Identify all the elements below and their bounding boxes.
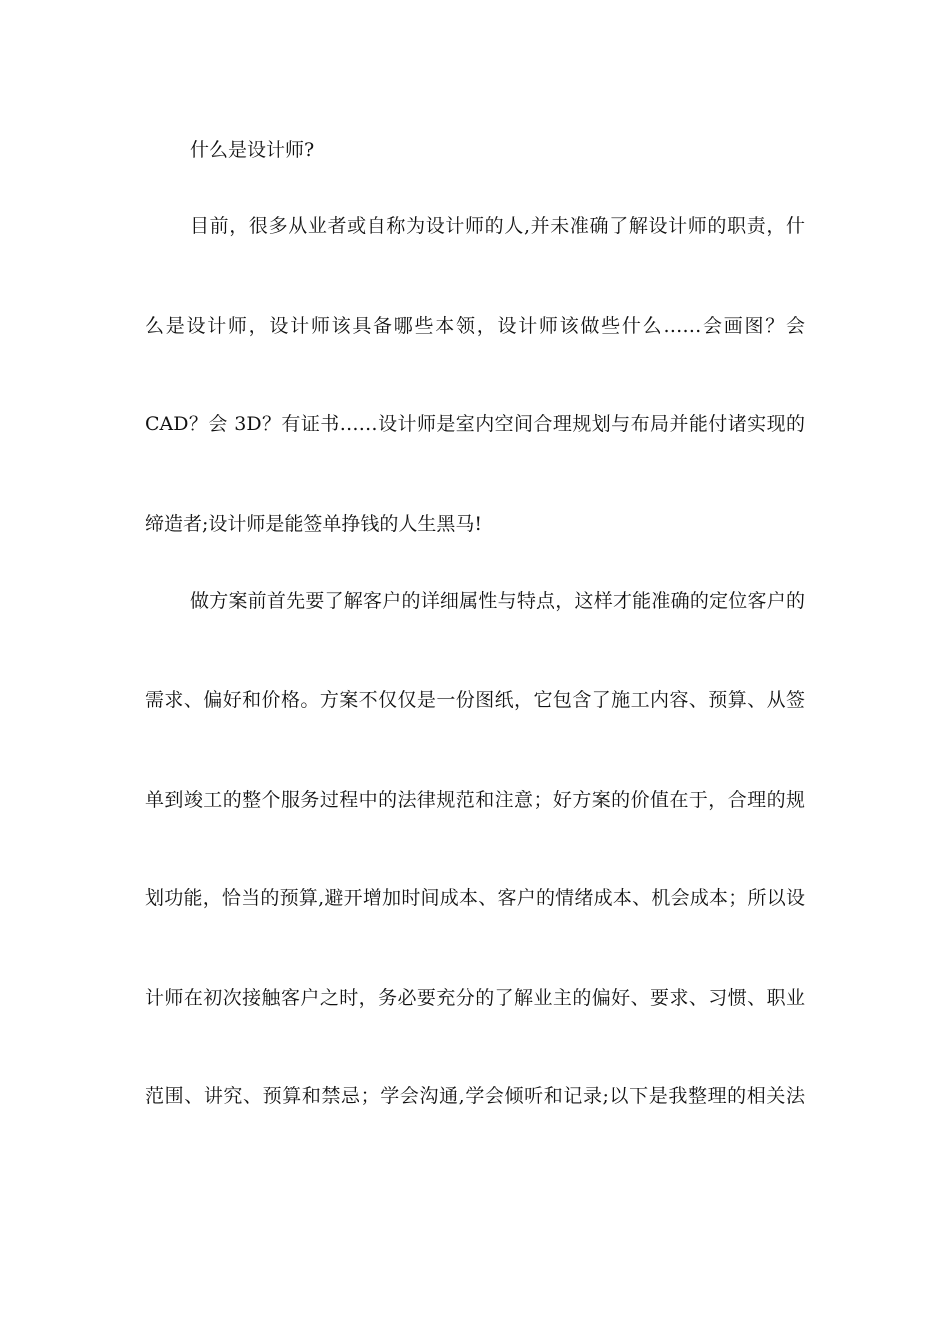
paragraph-line: 范围、讲究、预算和禁忌；学会沟通,学会倾听和记录;以下是我整理的相关法 (145, 1085, 805, 1107)
paragraph-line: 需求、偏好和价格。方案不仅仅是一份图纸，它包含了施工内容、预算、从签 (145, 689, 805, 711)
paragraph-line: 划功能，恰当的预算,避开增加时间成本、客户的情绪成本、机会成本；所以设 (145, 887, 805, 909)
paragraph-line: 计师在初次接触客户之时，务必要充分的了解业主的偏好、要求、习惯、职业 (145, 987, 805, 1009)
paragraph-line: 做方案前首先要了解客户的详细属性与特点，这样才能准确的定位客户的 (190, 590, 805, 612)
paragraph-line: 目前，很多从业者或自称为设计师的人,并未准确了解设计师的职责，什 (190, 215, 805, 237)
paragraph-line: 缔造者;设计师是能签单挣钱的人生黑马! (145, 513, 483, 535)
paragraph-line: 单到竣工的整个服务过程中的法律规范和注意；好方案的价值在于，合理的规 (145, 789, 805, 811)
paragraph-line: CAD？会 3D？有证书……设计师是室内空间合理规划与布局并能付诸实现的 (145, 413, 805, 435)
paragraph-line: 么是设计师，设计师该具备哪些本领，设计师该做些什么……会画图？会 (145, 315, 805, 337)
heading-line: 什么是设计师? (190, 139, 315, 161)
